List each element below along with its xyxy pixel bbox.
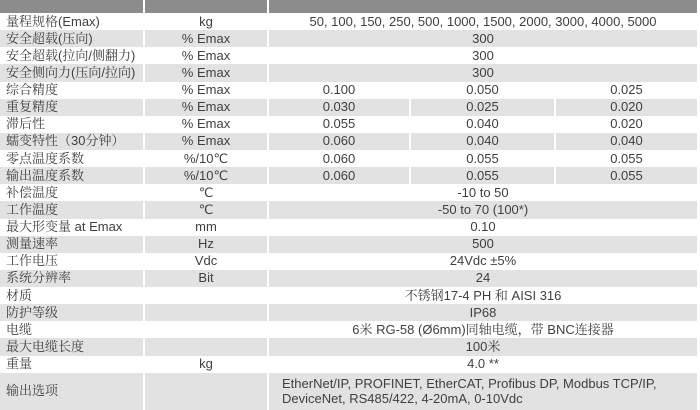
spec-value: 不锈钢17-4 PH 和 AISI 316 xyxy=(269,287,700,304)
spec-value: 0.040 xyxy=(556,133,700,150)
spec-label: 工作温度 xyxy=(0,201,145,218)
table-row xyxy=(0,30,700,47)
spec-value-line: EtherNet/IP, PROFINET, EtherCAT, Profibus DP, Modbus TCP/IP, xyxy=(282,376,657,392)
spec-value: 0.020 xyxy=(556,99,700,116)
spec-unit: mm xyxy=(145,219,269,236)
spec-label: 滞后性 xyxy=(0,116,145,133)
table-row xyxy=(0,99,700,116)
table-row xyxy=(0,287,700,304)
spec-label: 重量 xyxy=(0,356,145,373)
spec-label: 量程规格(Emax) xyxy=(0,13,145,30)
table-row xyxy=(0,201,700,218)
spec-value: -10 to 50 xyxy=(269,184,700,201)
table-row xyxy=(0,253,700,270)
spec-value: 0.055 xyxy=(556,150,700,167)
spec-unit: % Emax xyxy=(145,82,269,99)
spec-value: 0.040 xyxy=(411,116,556,133)
spec-label: 重复精度 xyxy=(0,99,145,116)
spec-value: 300 xyxy=(269,47,700,64)
spec-label: 安全超载(拉向/侧翻力) xyxy=(0,47,145,64)
spec-value: 0.025 xyxy=(556,82,700,99)
spec-unit xyxy=(145,287,269,304)
spec-value: 4.0 ** xyxy=(269,356,700,373)
table-row xyxy=(0,116,700,133)
spec-unit: Hz xyxy=(145,236,269,253)
spec-unit: ℃ xyxy=(145,201,269,218)
table-row xyxy=(0,133,700,150)
table-row xyxy=(0,236,700,253)
spec-value: 0.100 xyxy=(269,82,411,99)
table-row xyxy=(0,321,700,338)
spec-label: 蠕变特性（30分钟） xyxy=(0,133,145,150)
table-row xyxy=(0,219,700,236)
spec-unit: % Emax xyxy=(145,133,269,150)
spec-value: 500 xyxy=(269,236,700,253)
spec-value: 300 xyxy=(269,30,700,47)
table-row xyxy=(0,304,700,321)
spec-unit xyxy=(145,321,269,338)
spec-unit xyxy=(145,304,269,321)
spec-label: 测量速率 xyxy=(0,236,145,253)
table-row xyxy=(0,270,700,287)
spec-value: 0.060 xyxy=(269,133,411,150)
spec-unit: % Emax xyxy=(145,99,269,116)
spec-unit: % Emax xyxy=(145,47,269,64)
table-row xyxy=(0,167,700,184)
spec-value: 0.040 xyxy=(411,133,556,150)
spec-value: 0.055 xyxy=(269,116,411,133)
spec-value: 0.050 xyxy=(411,82,556,99)
spec-value: 0.060 xyxy=(269,150,411,167)
spec-label: 防护等级 xyxy=(0,304,145,321)
spec-unit: kg xyxy=(145,13,269,30)
header-cell-values xyxy=(269,0,700,13)
spec-value: IP68 xyxy=(269,304,700,321)
header-cell-label xyxy=(0,0,145,13)
spec-label: 最大形变量 at Emax xyxy=(0,219,145,236)
spec-value: 0.020 xyxy=(556,116,700,133)
spec-value-line: DeviceNet, RS485/422, 4-20mA, 0-10Vdc xyxy=(282,391,523,407)
spec-label: 系统分辨率 xyxy=(0,270,145,287)
spec-label: 材质 xyxy=(0,287,145,304)
table-row xyxy=(0,47,700,64)
spec-label: 输出选项 xyxy=(0,373,145,410)
spec-unit xyxy=(145,373,269,410)
spec-label: 工作电压 xyxy=(0,253,145,270)
spec-value: 24Vdc ±5% xyxy=(269,253,700,270)
spec-value: 24 xyxy=(269,270,700,287)
spec-value: 300 xyxy=(269,64,700,81)
spec-unit: % Emax xyxy=(145,30,269,47)
table-row xyxy=(0,184,700,201)
spec-value xyxy=(269,373,700,410)
spec-unit: % Emax xyxy=(145,64,269,81)
table-row xyxy=(0,150,700,167)
spec-value: 0.055 xyxy=(556,167,700,184)
spec-value: 0.055 xyxy=(411,167,556,184)
spec-label: 最大电缆长度 xyxy=(0,338,145,355)
table-row xyxy=(0,82,700,99)
spec-value: -50 to 70 (100*) xyxy=(269,201,700,218)
spec-unit xyxy=(145,338,269,355)
spec-unit: ℃ xyxy=(145,184,269,201)
table-row xyxy=(0,373,700,410)
spec-label: 补偿温度 xyxy=(0,184,145,201)
spec-value: 0.10 xyxy=(269,219,700,236)
spec-unit: Vdc xyxy=(145,253,269,270)
spec-unit: % Emax xyxy=(145,116,269,133)
spec-value: 6米 RG-58 (Ø6mm)同轴电缆，带 BNC连接器 xyxy=(269,321,700,338)
spec-value: 0.055 xyxy=(411,150,556,167)
table-row xyxy=(0,64,700,81)
table-row xyxy=(0,356,700,373)
spec-unit: %/10℃ xyxy=(145,150,269,167)
table-row xyxy=(0,338,700,355)
spec-label: 综合精度 xyxy=(0,82,145,99)
table-row xyxy=(0,13,700,30)
spec-label: 电缆 xyxy=(0,321,145,338)
spec-value: 0.060 xyxy=(269,167,411,184)
table-header-row xyxy=(0,0,700,13)
spec-value: 100米 xyxy=(269,338,700,355)
spec-unit: Bit xyxy=(145,270,269,287)
spec-value: 50, 100, 150, 250, 500, 1000, 1500, 2000, 3000, 4000, 5000 xyxy=(269,13,700,30)
spec-label: 安全侧向力(压向/拉向) xyxy=(0,64,145,81)
spec-unit: %/10℃ xyxy=(145,167,269,184)
spec-label: 输出温度系数 xyxy=(0,167,145,184)
spec-label: 安全超载(压向) xyxy=(0,30,145,47)
header-cell-unit xyxy=(145,0,269,13)
spec-unit: kg xyxy=(145,356,269,373)
spec-label: 零点温度系数 xyxy=(0,150,145,167)
spec-value: 0.025 xyxy=(411,99,556,116)
spec-value: 0.030 xyxy=(269,99,411,116)
